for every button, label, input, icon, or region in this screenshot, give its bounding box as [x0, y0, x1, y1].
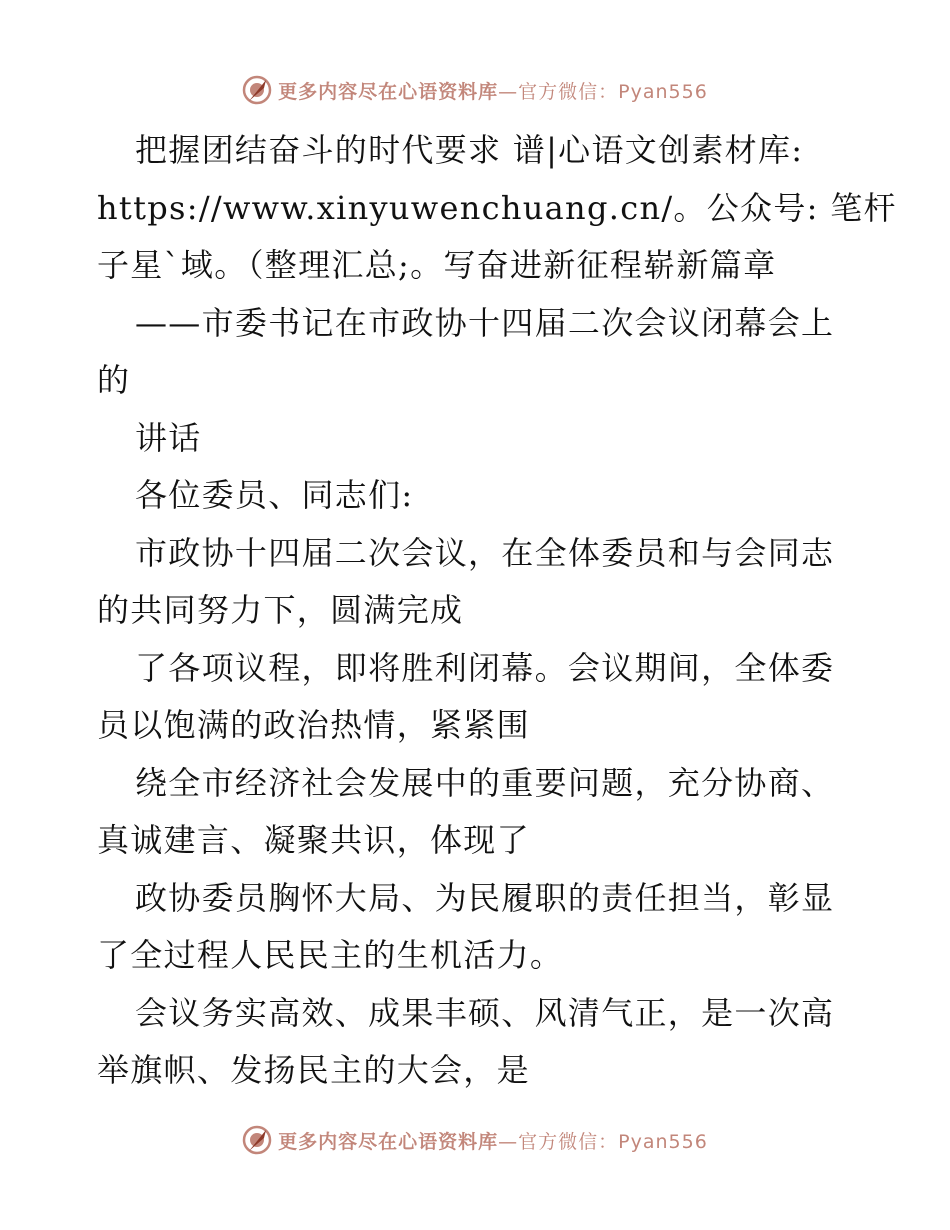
text-line: 市政协十四届二次会议，在全体委员和与会同志: [135, 533, 835, 572]
watermark-separator: —: [498, 1130, 519, 1153]
text-line: 员以饱满的政治热情，紧紧围: [97, 706, 530, 744]
quill-logo-icon: [242, 1125, 272, 1155]
text-line: 讲话: [135, 418, 202, 457]
text-line: 绕全市经济社会发展中的重要问题，充分协商、: [135, 763, 835, 802]
watermark-separator: —: [498, 80, 519, 103]
text-line: 举旗帜、发扬民主的大会，是: [97, 1051, 530, 1089]
document-body: [97, 122, 897, 1100]
watermark-text: [278, 1127, 708, 1154]
quill-logo-icon: [242, 75, 272, 105]
text-line: 子星`域。（整理汇总;。写奋进新征程崭新篇章: [97, 246, 777, 284]
watermark-brand: 更多内容尽在心语资料库: [278, 1130, 499, 1153]
watermark-wechat: 官方微信：Pyan556: [518, 80, 708, 103]
watermark-wechat: 官方微信：Pyan556: [518, 1130, 708, 1153]
header-watermark: [0, 70, 950, 110]
text-line: 真诚建言、凝聚共识，体现了: [97, 821, 530, 859]
text-line: 政协委员胸怀大局、为民履职的责任担当，彰显: [135, 878, 835, 917]
text-line: 了各项议程，即将胜利闭幕。会议期间，全体委: [135, 648, 835, 687]
text-line: https://www.xinyuwenchuang.cn/。公众号: 笔杆: [97, 188, 897, 227]
text-line: 了全过程人民民主的生机活力。: [97, 936, 564, 974]
text-line: 会议务实高效、成果丰硕、风清气正，是一次高: [135, 993, 835, 1032]
watermark-brand: 更多内容尽在心语资料库: [278, 80, 499, 103]
salutation: 各位委员、同志们:: [135, 476, 414, 514]
watermark-text: [278, 77, 708, 104]
text-line: ——市委书记在市政协十四届二次会议闭幕会上: [135, 303, 835, 342]
text-line: 的共同努力下，圆满完成: [97, 591, 464, 629]
text-line: 把握团结奋斗的时代要求 谱|心语文创素材库:: [135, 131, 804, 169]
footer-watermark: [0, 1120, 950, 1160]
text-line: 的: [97, 361, 131, 399]
